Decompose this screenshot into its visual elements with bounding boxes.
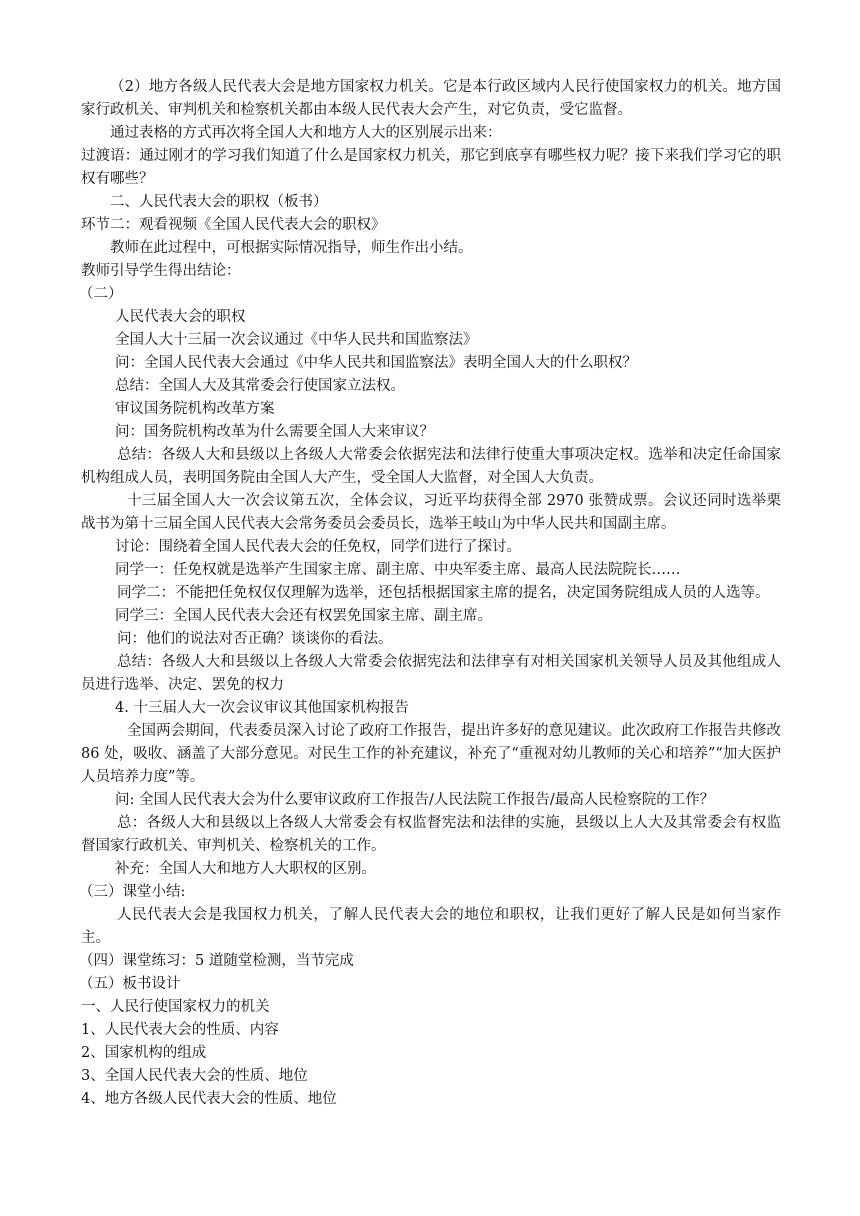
- document-body: [81, 76, 781, 1111]
- board-item-4: 4、地方各级人民代表大会的性质、地位: [81, 1091, 337, 1107]
- subsection-board-design: （五）板书设计: [79, 976, 181, 992]
- summary-legislative-power: 总结：全国人大及其常委会行使国家立法权。: [115, 378, 405, 394]
- subsection-class-exercise: （四）课堂练习：5 道随堂检测，当节完成: [79, 953, 354, 969]
- board-item-1: 1、人民代表大会的性质、内容: [81, 1022, 279, 1038]
- summary-decision-power: 总结：各级人大和县级以上各级人大常委会依据宪法和法律行使重大事项决定权。选举和决定任命国家机构组成人员，表明国务院由全国人大产生，受全国人大监督，对全国人大负责。: [81, 447, 781, 486]
- paragraph-transition: 过渡语：通过刚才的学习我们知道了什么是国家权力机关，那它到底享有哪些权力呢？接下来我们学习它的职权有哪些？: [81, 148, 781, 187]
- question-state-council-reform: 问：国务院机构改革为什么需要全国人大来审议？: [115, 424, 434, 440]
- subheading-congress-powers: 人民代表大会的职权: [115, 309, 246, 325]
- item-supervision-law: 全国人大十三届一次会议通过《中华人民共和国监察法》: [115, 332, 478, 348]
- question-supervision-law: 问：全国人民代表大会通过《中华人民共和国监察法》表明全国人大的什么职权？: [115, 355, 637, 371]
- student-two-opinion: 同学二：不能把任免权仅仅理解为选举，还包括根据国家主席的提名，决定国务院组成人员的人选等。: [117, 585, 770, 601]
- section-heading-powers: 二、人民代表大会的职权（板书）: [110, 194, 328, 210]
- paragraph-table-comparison: 通过表格的方式再次将全国人大和地方人大的区别展示出来：: [110, 125, 502, 141]
- student-one-opinion: 同学一：任免权就是选举产生国家主席、副主席、中央军委主席、最高人民法院院长……: [115, 562, 681, 578]
- summary-appointment-power: 总结：各级人大和县级以上各级人大常委会依据宪法和法律享有对相关国家机关领导人员及其他组成人员进行选举、决定、罢免的权力: [81, 654, 781, 693]
- paragraph-election-votes: 十三届全国人大一次会议第五次，全体会议，习近平均获得全部 2970 张赞成票。会议还同时选举栗战书为第十三届全国人民代表大会常务委员会委员长，选举王岐山为中华人民共和国副主席。: [81, 493, 781, 532]
- student-three-opinion: 同学三：全国人民代表大会还有权罢免国家主席、副主席。: [115, 608, 492, 624]
- discussion-appointment: 讨论：围绕着全国人民代表大会的任免权，同学们进行了探讨。: [115, 539, 521, 555]
- item-other-reports: 4. 十三届人大一次会议审议其他国家机构报告: [115, 700, 409, 716]
- question-opinions: 问：他们的说法对否正确？谈谈你的看法。: [117, 631, 393, 647]
- paragraph-teacher-guidance: 教师在此过程中，可根据实际情况指导，师生作出小结。: [110, 240, 473, 256]
- paragraph-class-summary: 人民代表大会是我国权力机关，了解人民代表大会的地位和职权，让我们更好了解人民是如何当家作主。: [81, 907, 781, 946]
- supplement-difference: 补充：全国人大和地方人大职权的区别。: [115, 861, 376, 877]
- paragraph-government-report: 全国两会期间，代表委员深入讨论了政府工作报告，提出许多好的意见建议。此次政府工作报告共修改 86 处，吸收、涵盖了大部分意见。对民生工作的补充建议，补充了“重视对幼儿教师的关心和培养”“加大医护人员培养力度”等。: [81, 723, 781, 785]
- paragraph-local-congress: （2）地方各级人民代表大会是地方国家权力机关。它是本行政区域内人民行使国家权力的机关。地方国家行政机关、审判机关和检察机关都由本级人民代表大会产生，对它负责，受它监督。: [81, 79, 781, 118]
- paragraph-teacher-conclusion: 教师引导学生得出结论：: [81, 263, 241, 279]
- board-item-2: 2、国家机构的组成: [81, 1045, 207, 1061]
- subsection-class-summary: （三）课堂小结:: [79, 884, 186, 900]
- question-review-reports: 问: 全国人民代表大会为什么要审议政府工作报告/人民法院工作报告/最高人民检察院的工作？: [115, 792, 715, 808]
- item-state-council-reform: 审议国务院机构改革方案: [115, 401, 275, 417]
- step-two-heading: 环节二：观看视频《全国人民代表大会的职权》: [81, 217, 386, 233]
- board-heading: 一、人民行使国家权力的机关: [81, 999, 270, 1015]
- subsection-marker-two: （二）: [79, 286, 123, 302]
- board-item-3: 3、全国人民代表大会的性质、地位: [81, 1068, 308, 1084]
- summary-supervision-power: 总：各级人大和县级以上各级人大常委会有权监督宪法和法律的实施，县级以上人大及其常委会有权监督国家行政机关、审判机关、检察机关的工作。: [81, 815, 781, 854]
